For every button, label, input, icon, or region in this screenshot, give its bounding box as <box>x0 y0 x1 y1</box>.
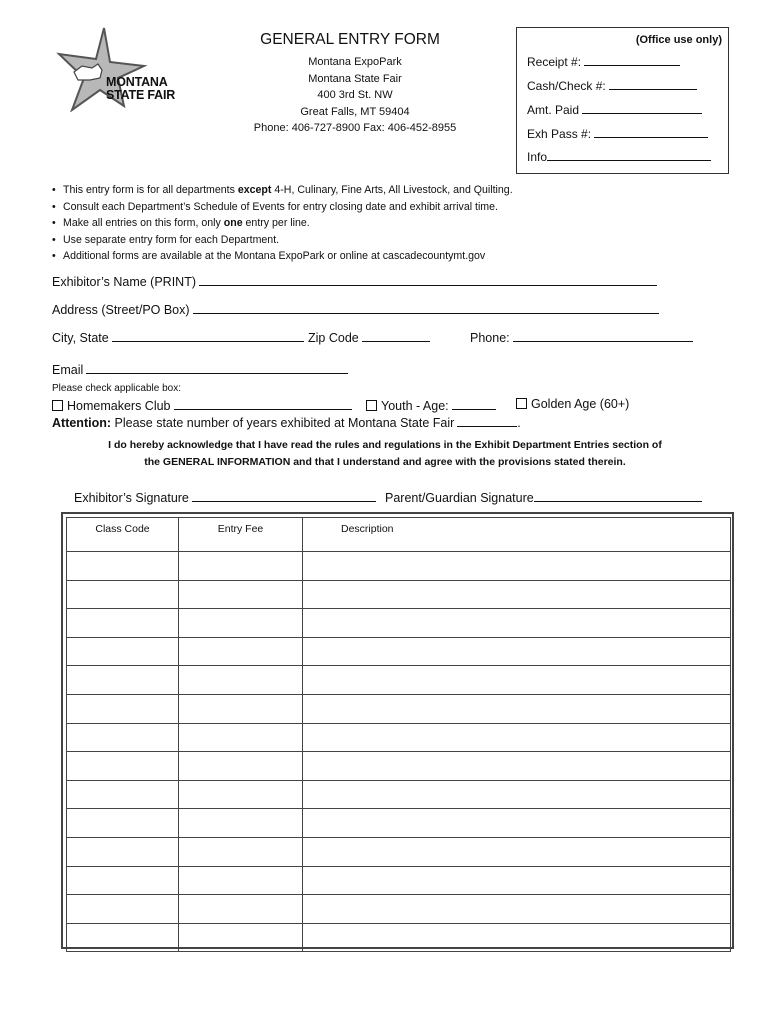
instruction-item: • Additional forms are available at the Montana ExpoPark or online at cascadecountymt.gov <box>52 248 513 265</box>
class-code-cell[interactable] <box>67 837 179 866</box>
description-cell[interactable] <box>303 694 731 723</box>
exhibitor-name-label: Exhibitor’s Name (PRINT) <box>52 275 197 289</box>
table-row <box>67 609 731 638</box>
class-code-cell[interactable] <box>67 666 179 695</box>
description-cell[interactable] <box>303 666 731 695</box>
address-line: Phone: 406-727-8900 Fax: 406-452-8955 <box>253 122 457 134</box>
attention-label: Attention: <box>52 416 112 430</box>
entry-fee-cell[interactable] <box>179 752 303 781</box>
phone-field[interactable] <box>470 329 693 345</box>
youth-option[interactable] <box>366 397 496 413</box>
table-row <box>67 752 731 781</box>
address-line: Montana ExpoPark <box>308 56 402 68</box>
golden-age-label: Golden Age (60+) <box>531 397 630 411</box>
city-state-label: City, State <box>52 331 109 345</box>
entry-fee-header: Entry Fee <box>179 518 303 552</box>
class-code-cell[interactable] <box>67 637 179 666</box>
class-code-cell[interactable] <box>67 609 179 638</box>
montana-state-fair-logo <box>52 26 192 112</box>
class-code-cell[interactable] <box>67 723 179 752</box>
class-code-cell[interactable] <box>67 552 179 581</box>
entry-fee-cell[interactable] <box>179 780 303 809</box>
entry-table <box>61 512 734 949</box>
description-cell[interactable] <box>303 780 731 809</box>
office-use-box <box>516 27 729 174</box>
entry-fee-cell[interactable] <box>179 866 303 895</box>
table-row <box>67 866 731 895</box>
office-use-heading: (Office use only) <box>635 34 722 46</box>
attention-line[interactable]: Attention: Please state number of years exhibited at Montana State Fair . <box>52 416 521 430</box>
table-row <box>67 809 731 838</box>
city-state-field[interactable] <box>52 329 304 345</box>
description-cell[interactable] <box>303 837 731 866</box>
class-code-cell[interactable] <box>67 923 179 952</box>
table-row <box>67 780 731 809</box>
email-label: Email <box>52 363 84 377</box>
table-row <box>67 895 731 924</box>
address-line: 400 3rd St. NW <box>317 89 393 101</box>
exhibitor-name-field[interactable] <box>52 273 657 289</box>
info-field[interactable] <box>527 148 711 164</box>
cash-check-label: Cash/Check #: <box>527 79 606 93</box>
exhibitor-pass-field[interactable] <box>527 125 708 141</box>
exhibitor-signature-field[interactable] <box>74 489 376 505</box>
address-field[interactable] <box>52 301 659 317</box>
table-row <box>67 552 731 581</box>
golden-age-checkbox[interactable] <box>516 398 527 409</box>
check-box-hint: Please check applicable box: <box>52 383 181 394</box>
parent-signature-label: Parent/Guardian Signature <box>385 491 534 505</box>
golden-age-option[interactable] <box>516 397 629 411</box>
class-code-cell[interactable] <box>67 752 179 781</box>
exhibitor-signature-label: Exhibitor’s Signature <box>74 491 189 505</box>
zip-code-label: Zip Code <box>308 331 359 345</box>
table-row <box>67 837 731 866</box>
acknowledgement-text: I do hereby acknowledge that I have read the rules and regulations in the Exhibit Department Entries section of the GENERAL INFORMATION and that I understand and agree with the provisions stated therein. <box>108 439 662 468</box>
attention-text: Please state number of years exhibited at Montana State Fair <box>114 416 455 430</box>
address-line: Montana State Fair <box>308 72 402 85</box>
entry-fee-cell[interactable] <box>179 580 303 609</box>
entry-fee-cell[interactable] <box>179 895 303 924</box>
email-field[interactable] <box>52 361 348 377</box>
entry-fee-cell[interactable] <box>179 694 303 723</box>
form-title: GENERAL ENTRY FORM <box>260 31 440 48</box>
table-row <box>67 923 731 952</box>
parent-signature-field[interactable] <box>385 489 702 505</box>
entry-fee-cell[interactable] <box>179 666 303 695</box>
instruction-item: • This entry form is for all departments except 4-H, Culinary, Fine Arts, All Livestock, and Quilting. <box>52 182 513 199</box>
description-cell[interactable] <box>303 809 731 838</box>
description-cell[interactable] <box>303 923 731 952</box>
description-header: Description <box>303 518 731 552</box>
homemakers-checkbox[interactable] <box>52 400 63 411</box>
class-code-cell[interactable] <box>67 866 179 895</box>
address-line: Great Falls, MT 59404 <box>300 105 410 118</box>
table-row <box>67 723 731 752</box>
entry-fee-cell[interactable] <box>179 837 303 866</box>
homemakers-club-option[interactable] <box>52 397 352 413</box>
table-row <box>67 637 731 666</box>
receipt-field[interactable] <box>527 53 680 69</box>
instruction-item: • Consult each Department’s Schedule of Events for entry closing date and exhibit arrival time. <box>52 199 513 216</box>
logo-line-2: STATE FAIR <box>106 88 176 102</box>
description-cell[interactable] <box>303 637 731 666</box>
description-cell[interactable] <box>303 752 731 781</box>
youth-label: Youth - Age: <box>381 399 449 413</box>
homemakers-label: Homemakers Club <box>67 399 171 413</box>
class-code-cell[interactable] <box>67 780 179 809</box>
zip-code-field[interactable] <box>308 329 430 345</box>
table-row <box>67 666 731 695</box>
instruction-item: • Use separate entry form for each Department. <box>52 232 513 249</box>
info-label: Info <box>527 150 548 164</box>
class-code-header: Class Code <box>67 518 179 552</box>
instructions-list <box>52 182 513 265</box>
fair-address <box>230 54 480 137</box>
entry-fee-cell[interactable] <box>179 609 303 638</box>
receipt-label: Receipt #: <box>527 55 582 69</box>
youth-checkbox[interactable] <box>366 400 377 411</box>
description-cell[interactable] <box>303 552 731 581</box>
cash-check-field[interactable] <box>527 77 697 93</box>
entry-fee-cell[interactable] <box>179 552 303 581</box>
entry-fee-cell[interactable] <box>179 923 303 952</box>
instruction-item: • Make all entries on this form, only one entry per line. <box>52 215 513 232</box>
description-cell[interactable] <box>303 609 731 638</box>
table-header-row <box>67 518 731 552</box>
exhibitor-pass-label: Exh Pass #: <box>527 127 592 141</box>
class-code-cell[interactable] <box>67 694 179 723</box>
description-cell[interactable] <box>303 580 731 609</box>
amount-paid-label: Amt. Paid <box>527 103 580 117</box>
address-label: Address (Street/PO Box) <box>52 303 190 317</box>
logo-line-1: MONTANA <box>106 75 168 89</box>
phone-label: Phone: <box>470 331 510 345</box>
table-row <box>67 694 731 723</box>
amount-paid-field[interactable] <box>527 101 702 117</box>
table-row <box>67 580 731 609</box>
class-code-cell[interactable] <box>67 580 179 609</box>
description-cell[interactable] <box>303 895 731 924</box>
entry-fee-cell[interactable] <box>179 637 303 666</box>
entry-fee-cell[interactable] <box>179 723 303 752</box>
description-cell[interactable] <box>303 723 731 752</box>
class-code-cell[interactable] <box>67 895 179 924</box>
description-cell[interactable] <box>303 866 731 895</box>
class-code-cell[interactable] <box>67 809 179 838</box>
entry-fee-cell[interactable] <box>179 809 303 838</box>
